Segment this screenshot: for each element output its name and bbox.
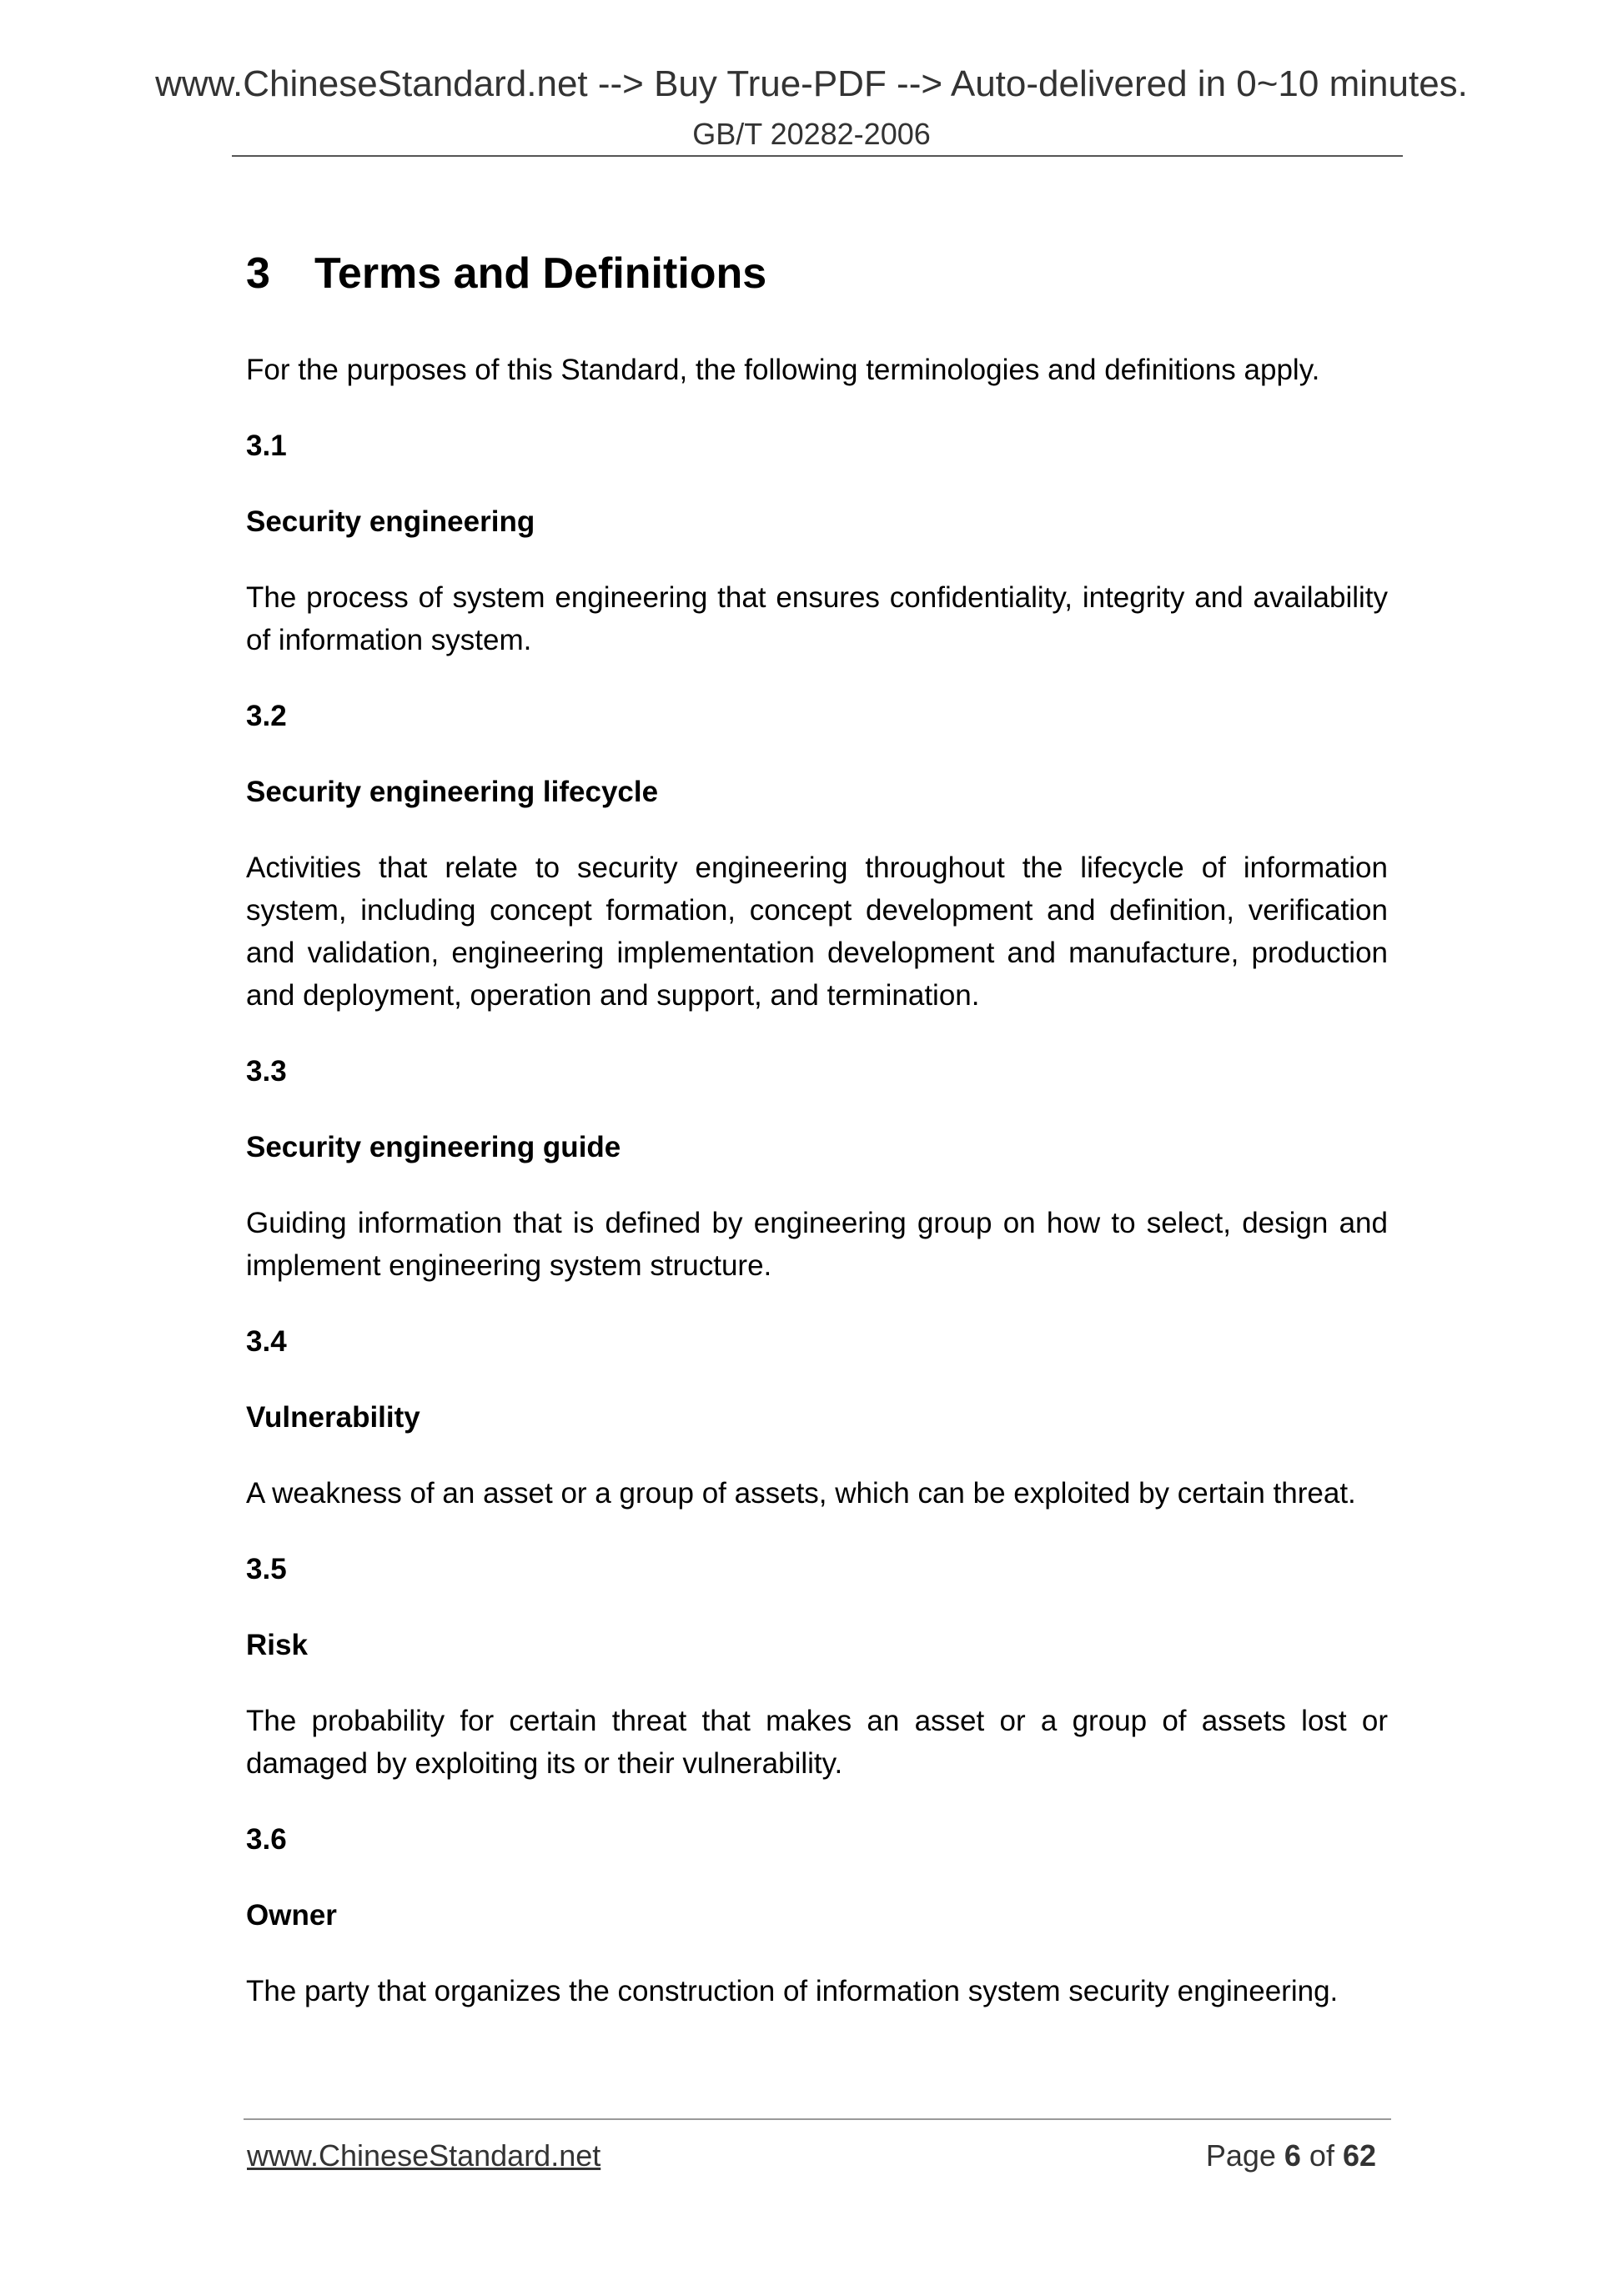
term-definition: The probability for certain threat that makes an asset or a group of assets lost or damaged by exploiting its or their vulnerability. xyxy=(246,1705,1388,1780)
term-definition: The party that organizes the construction of information system security engineering. xyxy=(246,1975,1339,2007)
section-heading xyxy=(246,242,1388,305)
term-name: Vulnerability xyxy=(246,1401,420,1434)
term-name: Risk xyxy=(246,1629,308,1661)
term-number: 3.6 xyxy=(246,1823,287,1856)
page-prefix: Page xyxy=(1205,2138,1284,2173)
page-indicator xyxy=(1206,2138,1376,2173)
footer-divider xyxy=(244,2118,1391,2120)
section-title: Terms and Definitions xyxy=(314,249,767,298)
term-name: Owner xyxy=(246,1899,337,1932)
page-current: 6 xyxy=(1284,2138,1301,2173)
standard-code: GB/T 20282-2006 xyxy=(692,117,931,151)
term-definition: A weakness of an asset or a group of assets, which can be exploited by certain threat. xyxy=(246,1477,1356,1510)
term-number: 3.4 xyxy=(246,1325,287,1358)
header-banner: www.ChineseStandard.net --> Buy True-PDF --> Auto-delivered in 0~10 minutes. xyxy=(155,63,1468,104)
page-total: 62 xyxy=(1342,2138,1376,2173)
term-number: 3.3 xyxy=(246,1055,287,1088)
page-content xyxy=(246,242,1388,2046)
term-number: 3.2 xyxy=(246,700,287,732)
term-entry xyxy=(246,1548,1388,1785)
term-definition: Guiding information that is defined by engineering group on how to select, design and implement engineering system structure. xyxy=(246,1207,1388,1282)
section-intro: For the purposes of this Standard, the following terminologies and definitions apply. xyxy=(246,354,1320,386)
term-entry xyxy=(246,1320,1388,1515)
term-entry xyxy=(246,1818,1388,2012)
term-entry xyxy=(246,695,1388,1017)
section-number: 3 xyxy=(246,249,270,298)
term-definition: Activities that relate to security engineering throughout the lifecycle of information system, including concept formation, concept development and definition, verification and validation, engineering implementation development and manufacture, production and deployment, operation and support, and termination. xyxy=(246,852,1388,1012)
header-divider xyxy=(232,155,1403,157)
term-entry xyxy=(246,425,1388,661)
term-name: Security engineering guide xyxy=(246,1131,621,1163)
footer-website-link[interactable]: www.ChineseStandard.net xyxy=(247,2138,601,2173)
term-number: 3.1 xyxy=(246,430,287,462)
page-middle: of xyxy=(1300,2138,1343,2173)
term-number: 3.5 xyxy=(246,1553,287,1585)
term-entry xyxy=(246,1050,1388,1287)
term-definition: The process of system engineering that ensures confidentiality, integrity and availability of information system. xyxy=(246,581,1388,656)
term-name: Security engineering lifecycle xyxy=(246,776,659,808)
term-name: Security engineering xyxy=(246,505,535,538)
